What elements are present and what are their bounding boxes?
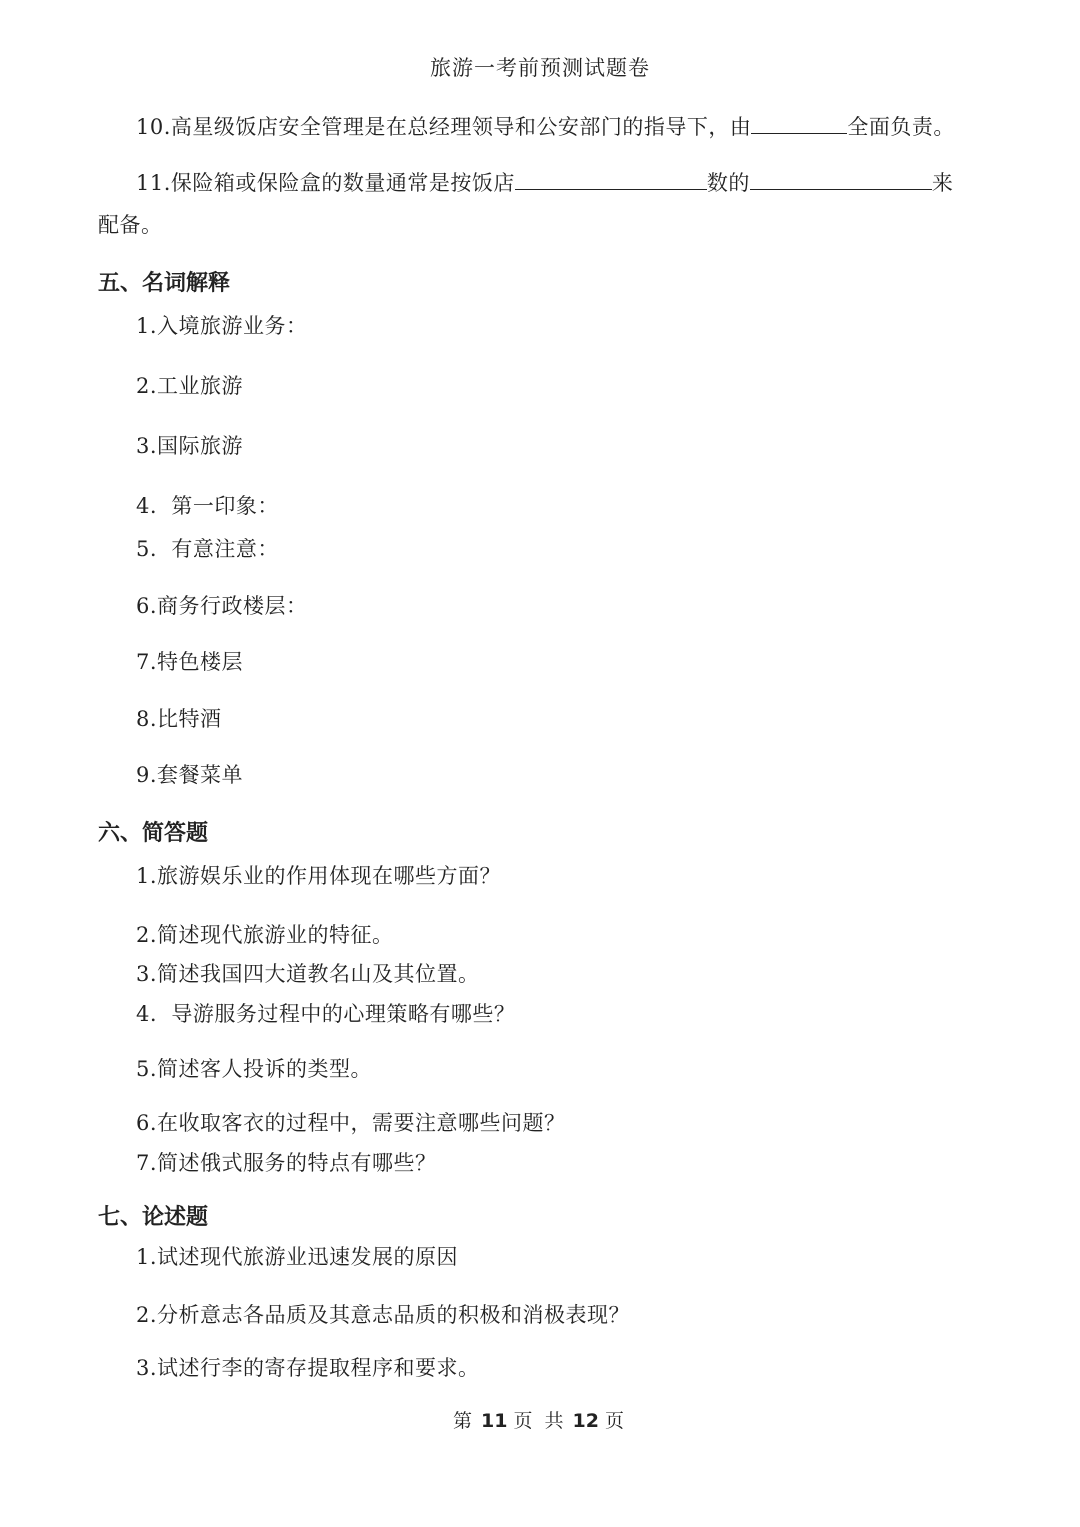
question-10-suffix: 全面负责。: [847, 115, 955, 139]
total-page-number: 12: [572, 1410, 599, 1432]
question-11-continuation: 配备。: [98, 213, 163, 237]
list-item: 3.国际旅游: [136, 434, 244, 458]
list-item: 2.简述现代旅游业的特征。: [136, 923, 394, 947]
list-item: 8.比特酒: [136, 707, 222, 731]
list-item: 4. 第一印象：: [136, 494, 279, 518]
list-item: 6.商务行政楼层：: [136, 594, 308, 618]
list-item: 1.入境旅游业务：: [136, 314, 308, 338]
list-item: 4. 导游服务过程中的心理策略有哪些？: [136, 1002, 516, 1026]
list-item: 5. 有意注意：: [136, 537, 279, 561]
list-item: 2.分析意志各品质及其意志品质的积极和消极表现？: [136, 1303, 631, 1327]
page-footer: [0, 1406, 1080, 1433]
section-title: 五、名词解释: [98, 271, 231, 296]
list-item: 2.工业旅游: [136, 374, 244, 398]
list-item: 3.简述我国四大道教名山及其位置。: [136, 962, 480, 986]
question-10-text: 10.高星级饭店安全管理是在总经理领导和公安部门的指导下，由: [136, 115, 752, 139]
footer-suffix: 页: [604, 1410, 627, 1432]
list-item: 1.试述现代旅游业迅速发展的原因: [136, 1245, 459, 1269]
answer-blank: [750, 171, 932, 190]
list-item: 9.套餐菜单: [136, 763, 244, 787]
page-header-title: 旅游一考前预测试题卷: [430, 56, 650, 80]
list-item: 5.简述客人投诉的类型。: [136, 1057, 373, 1081]
question-11-middle: 数的: [706, 171, 750, 195]
answer-blank: [515, 171, 707, 190]
list-item: 7.简述俄式服务的特点有哪些？: [136, 1151, 437, 1175]
section-title: 六、简答题: [98, 821, 209, 846]
question-11-end: 来: [931, 171, 954, 195]
list-item: 3.试述行李的寄存提取程序和要求。: [136, 1356, 480, 1380]
footer-middle: 页 共: [513, 1410, 567, 1432]
list-item: 1.旅游娱乐业的作用体现在哪些方面？: [136, 864, 502, 888]
section-title: 七、论述题: [98, 1205, 209, 1230]
footer-prefix: 第: [453, 1410, 476, 1432]
question-11: [136, 167, 953, 197]
answer-blank: [751, 115, 847, 134]
list-item: 7.特色楼层: [136, 650, 244, 674]
current-page-number: 11: [481, 1410, 508, 1432]
list-item: 6.在收取客衣的过程中，需要注意哪些问题？: [136, 1111, 566, 1135]
question-10: [136, 111, 955, 141]
question-11-text: 11.保险箱或保险盒的数量通常是按饭店: [136, 171, 515, 195]
